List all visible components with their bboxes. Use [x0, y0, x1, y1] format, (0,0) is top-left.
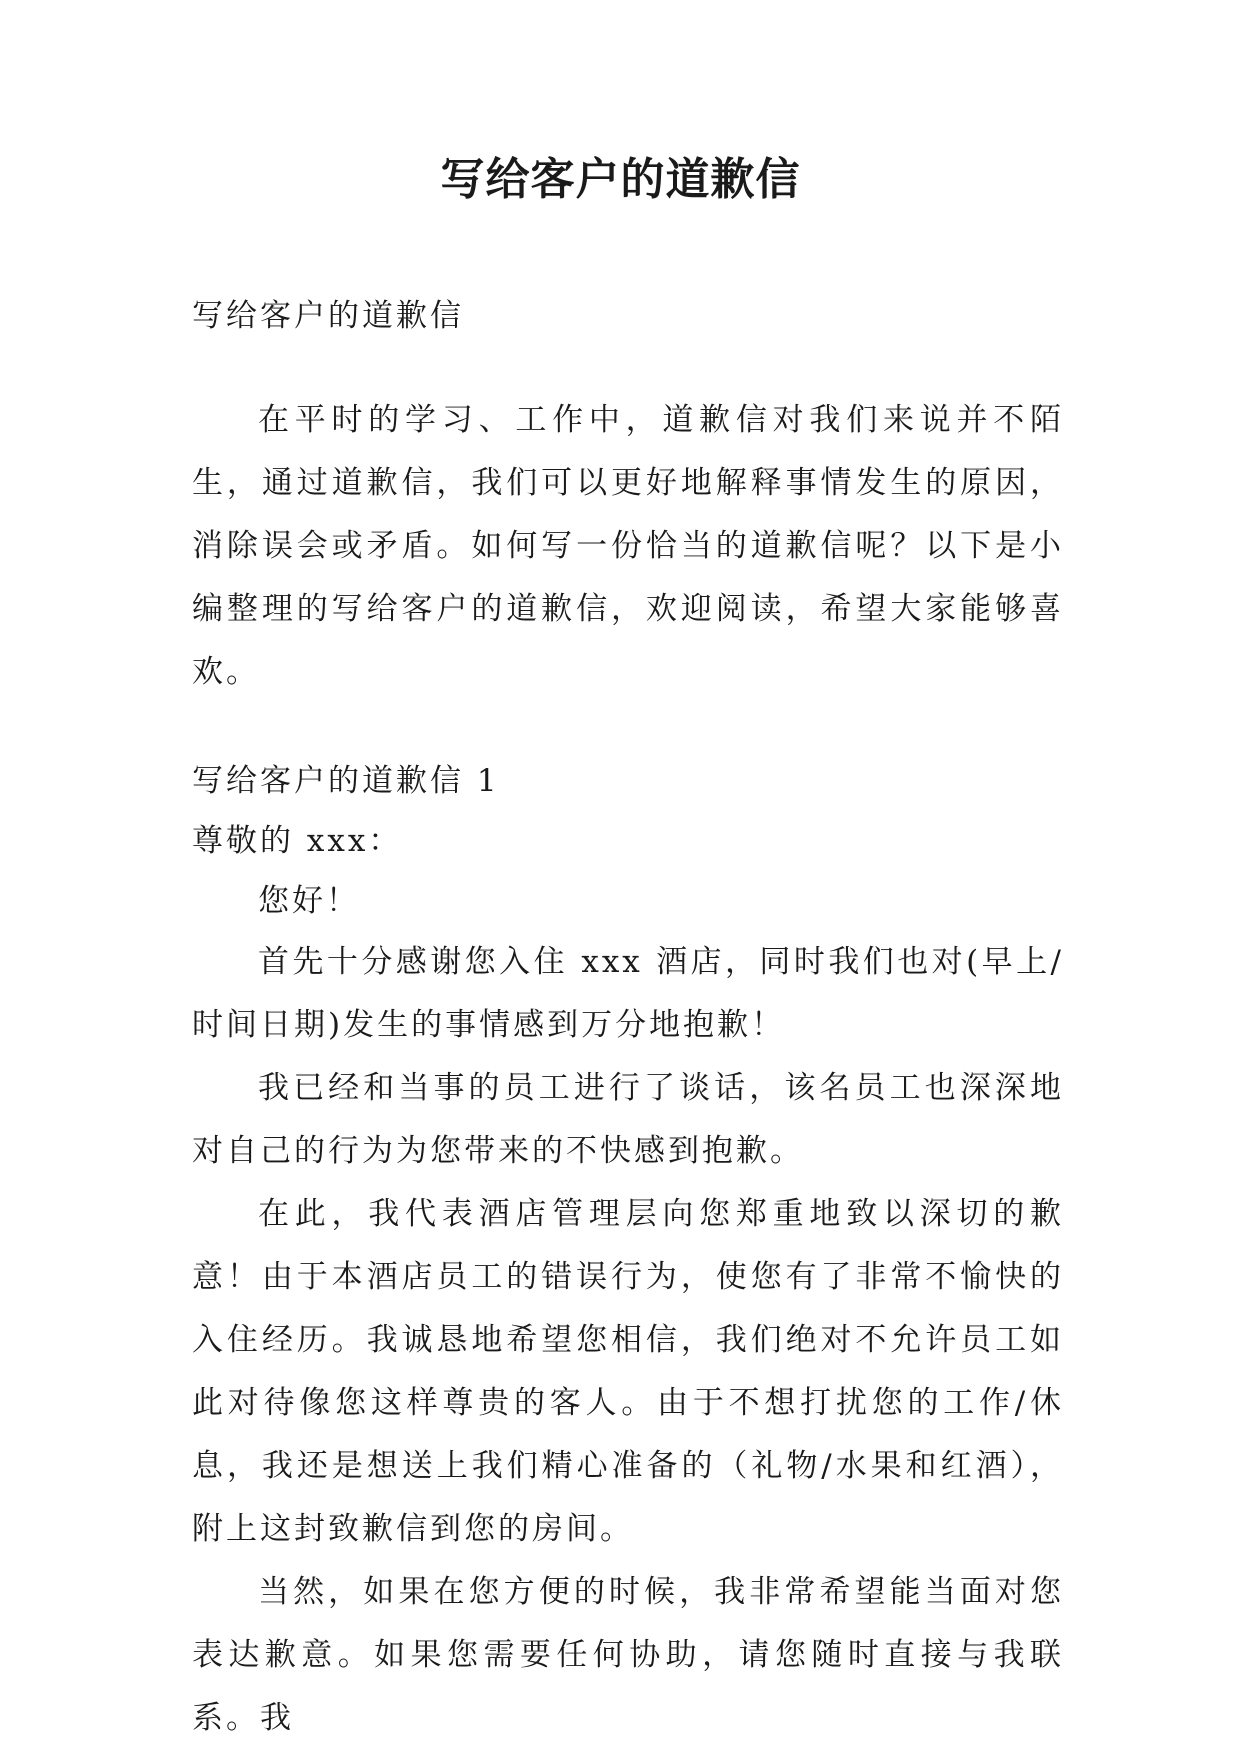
intro-paragraph: 在平时的学习、工作中，道歉信对我们来说并不陌生，通过道歉信，我们可以更好地解释事情发生的原因，消除误会或矛盾。如何写一份恰当的道歉信呢？以下是小编整理的写给客户的道歉信，欢迎阅读，希望大家能够喜欢。 [192, 402, 1064, 690]
greeting: 您好！ [258, 883, 360, 919]
section-heading: 写给客户的道歉信 1 [192, 763, 500, 799]
body-paragraph: 在此，我代表酒店管理层向您郑重地致以深切的歉意！由于本酒店员工的错误行为，使您有了非常不愉快的入住经历。我诚恳地希望您相信，我们绝对不允许员工如此对待像您这样尊贵的客人。由于不想打扰您的工作/休息，我还是想送上我们精心准备的（礼物/水果和红酒），附上这封致歉信到您的房间。 [192, 1196, 1064, 1547]
body-paragraph: 我已经和当事的员工进行了谈话，该名员工也深深地对自己的行为为您带来的不快感到抱歉。 [192, 1070, 1064, 1169]
salutation: 尊敬的 xxx： [192, 823, 403, 859]
document-title: 写给客户的道歉信 [440, 154, 801, 205]
document-body [192, 285, 1064, 1750]
body-paragraph: 首先十分感谢您入住 xxx 酒店，同时我们也对(早上/时间日期)发生的事情感到万分地抱歉！ [192, 944, 1064, 1043]
body-paragraph: 当然，如果在您方便的时候，我非常希望能当面对您表达歉意。如果您需要任何协助，请您随时直接与我联系。我 [192, 1574, 1064, 1736]
document-subtitle: 写给客户的道歉信 [192, 298, 464, 334]
